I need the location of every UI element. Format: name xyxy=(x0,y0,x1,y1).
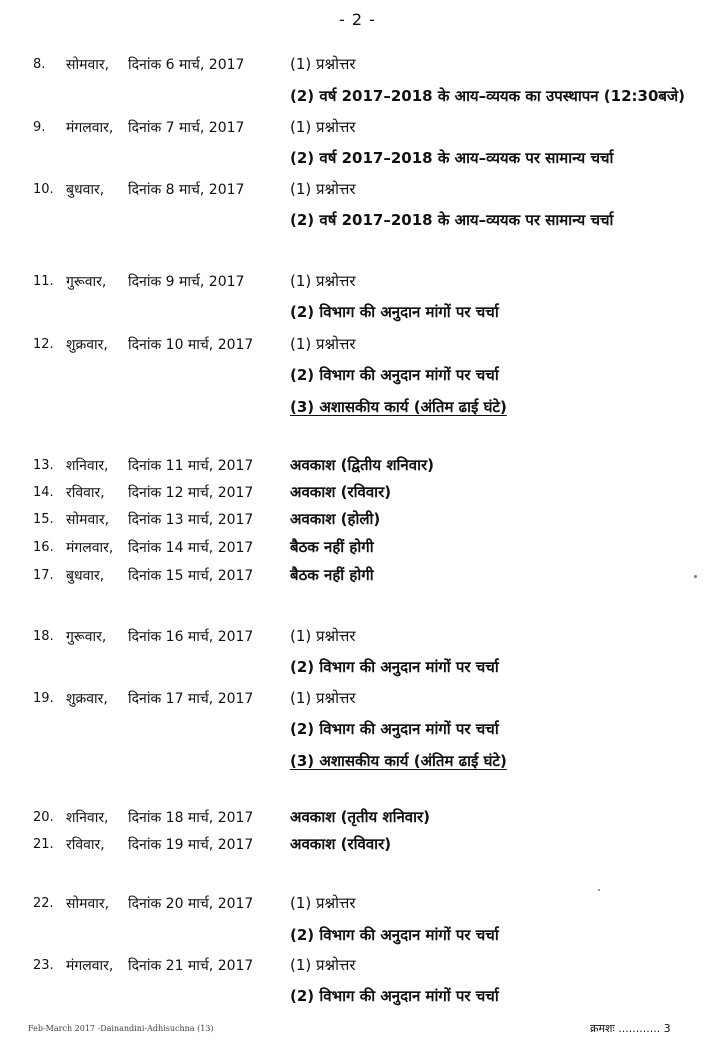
item-number: 14. xyxy=(33,485,54,500)
item-weekday: मंगलवार, xyxy=(66,540,114,556)
schedule-item xyxy=(0,955,715,979)
item-number: 15. xyxy=(33,512,54,527)
item-number: 11. xyxy=(33,274,54,289)
item-number: 16. xyxy=(33,540,54,555)
item-number: 23. xyxy=(33,958,54,973)
item-date: दिनांक 6 मार्च, 2017 xyxy=(128,57,245,73)
item-number: 17. xyxy=(33,568,54,583)
schedule-item-continuation xyxy=(0,148,715,172)
item-date: दिनांक 13 मार्च, 2017 xyxy=(128,512,254,528)
item-date: दिनांक 11 मार्च, 2017 xyxy=(128,458,254,474)
schedule-item xyxy=(0,117,715,141)
item-date: दिनांक 8 मार्च, 2017 xyxy=(128,182,245,198)
item-agenda-entry: (2) विभाग की अनुदान मांगों पर चर्चा xyxy=(290,720,499,738)
schedule-item xyxy=(0,455,715,479)
schedule-item-continuation xyxy=(0,751,715,775)
schedule-item-continuation xyxy=(0,657,715,681)
schedule-item-continuation xyxy=(0,986,715,1010)
scan-speck xyxy=(598,889,600,891)
item-weekday: सोमवार, xyxy=(66,57,110,73)
item-weekday: शुक्रवार, xyxy=(66,691,108,707)
item-agenda-entry: (1) प्रश्नोत्तर xyxy=(290,627,356,645)
item-agenda-entry: (1) प्रश्नोत्तर xyxy=(290,335,356,353)
item-date: दिनांक 20 मार्च, 2017 xyxy=(128,896,254,912)
item-agenda-entry: (2) वर्ष 2017–2018 के आय–व्ययक पर सामान्य चर्चा xyxy=(290,149,614,167)
schedule-item xyxy=(0,688,715,712)
item-number: 8. xyxy=(33,57,46,72)
schedule-item xyxy=(0,626,715,650)
item-agenda-entry: (3) अशासकीय कार्य (अंतिम ढाई घंटे) xyxy=(290,398,507,416)
item-agenda-entry: अवकाश (रविवार) xyxy=(290,483,392,501)
item-agenda-entry: (1) प्रश्नोत्तर xyxy=(290,956,356,974)
item-number: 10. xyxy=(33,182,54,197)
item-agenda-entry: बैठक नहीं होगी xyxy=(290,538,374,556)
item-agenda-entry: (1) प्रश्नोत्तर xyxy=(290,55,356,73)
scan-speck xyxy=(694,575,697,578)
item-weekday: गुरूवार, xyxy=(66,629,107,645)
item-number: 13. xyxy=(33,458,54,473)
item-weekday: शुक्रवार, xyxy=(66,337,108,353)
item-date: दिनांक 19 मार्च, 2017 xyxy=(128,837,254,853)
schedule-item-continuation xyxy=(0,86,715,110)
item-date: दिनांक 21 मार्च, 2017 xyxy=(128,958,254,974)
schedule-item xyxy=(0,509,715,533)
item-date: दिनांक 10 मार्च, 2017 xyxy=(128,337,254,353)
item-weekday: बुधवार, xyxy=(66,182,105,198)
schedule-item xyxy=(0,334,715,358)
item-agenda-entry: (2) वर्ष 2017–2018 के आय–व्ययक का उपस्थापन (12:30बजे) xyxy=(290,87,685,105)
item-agenda-entry: (1) प्रश्नोत्तर xyxy=(290,180,356,198)
item-agenda-entry: (3) अशासकीय कार्य (अंतिम ढाई घंटे) xyxy=(290,752,507,770)
item-date: दिनांक 12 मार्च, 2017 xyxy=(128,485,254,501)
item-number: 19. xyxy=(33,691,54,706)
item-agenda-entry: (2) वर्ष 2017–2018 के आय–व्ययक पर सामान्य चर्चा xyxy=(290,211,614,229)
schedule-item xyxy=(0,893,715,917)
item-weekday: सोमवार, xyxy=(66,512,110,528)
schedule-item xyxy=(0,807,715,831)
item-agenda-entry: अवकाश (द्वितीय शनिवार) xyxy=(290,456,434,474)
item-agenda-entry: अवकाश (तृतीय शनिवार) xyxy=(290,808,431,826)
item-agenda-entry: (2) विभाग की अनुदान मांगों पर चर्चा xyxy=(290,926,499,944)
item-agenda-entry: अवकाश (होली) xyxy=(290,510,381,528)
item-weekday: सोमवार, xyxy=(66,896,110,912)
schedule-item xyxy=(0,54,715,78)
item-agenda-entry: (1) प्रश्नोत्तर xyxy=(290,689,356,707)
schedule-item xyxy=(0,565,715,589)
item-weekday: रविवार, xyxy=(66,837,105,853)
item-number: 9. xyxy=(33,120,46,135)
item-date: दिनांक 14 मार्च, 2017 xyxy=(128,540,254,556)
item-weekday: शनिवार, xyxy=(66,810,109,826)
schedule-item-continuation xyxy=(0,210,715,234)
item-number: 20. xyxy=(33,810,54,825)
item-weekday: शनिवार, xyxy=(66,458,109,474)
footer-continued-note: क्रमशः ............ 3 xyxy=(590,1022,671,1035)
item-date: दिनांक 7 मार्च, 2017 xyxy=(128,120,245,136)
footer-file-reference: Feb-March 2017 -Dainandini-Adhisuchna (13) xyxy=(28,1024,214,1033)
item-date: दिनांक 18 मार्च, 2017 xyxy=(128,810,254,826)
item-agenda-entry: बैठक नहीं होगी xyxy=(290,566,374,584)
item-number: 18. xyxy=(33,629,54,644)
item-weekday: रविवार, xyxy=(66,485,105,501)
item-date: दिनांक 9 मार्च, 2017 xyxy=(128,274,245,290)
item-number: 22. xyxy=(33,896,54,911)
schedule-item-continuation xyxy=(0,719,715,743)
schedule-item xyxy=(0,537,715,561)
item-number: 12. xyxy=(33,337,54,352)
item-agenda-entry: अवकाश (रविवार) xyxy=(290,835,392,853)
item-weekday: मंगलवार, xyxy=(66,120,114,136)
schedule-item xyxy=(0,482,715,506)
item-agenda-entry: (2) विभाग की अनुदान मांगों पर चर्चा xyxy=(290,987,499,1005)
schedule-item-continuation xyxy=(0,397,715,421)
schedule-item-continuation xyxy=(0,925,715,949)
item-agenda-entry: (2) विभाग की अनुदान मांगों पर चर्चा xyxy=(290,366,499,384)
item-date: दिनांक 15 मार्च, 2017 xyxy=(128,568,254,584)
schedule-item xyxy=(0,834,715,858)
schedule-item-continuation xyxy=(0,302,715,326)
item-agenda-entry: (2) विभाग की अनुदान मांगों पर चर्चा xyxy=(290,658,499,676)
item-agenda-entry: (1) प्रश्नोत्तर xyxy=(290,272,356,290)
item-weekday: मंगलवार, xyxy=(66,958,114,974)
item-date: दिनांक 17 मार्च, 2017 xyxy=(128,691,254,707)
item-weekday: बुधवार, xyxy=(66,568,105,584)
item-date: दिनांक 16 मार्च, 2017 xyxy=(128,629,254,645)
item-agenda-entry: (1) प्रश्नोत्तर xyxy=(290,894,356,912)
item-agenda-entry: (2) विभाग की अनुदान मांगों पर चर्चा xyxy=(290,303,499,321)
schedule-item xyxy=(0,271,715,295)
item-weekday: गुरूवार, xyxy=(66,274,107,290)
page-number: - 2 - xyxy=(339,10,376,29)
schedule-item xyxy=(0,179,715,203)
schedule-item-continuation xyxy=(0,365,715,389)
item-agenda-entry: (1) प्रश्नोत्तर xyxy=(290,118,356,136)
item-number: 21. xyxy=(33,837,54,852)
